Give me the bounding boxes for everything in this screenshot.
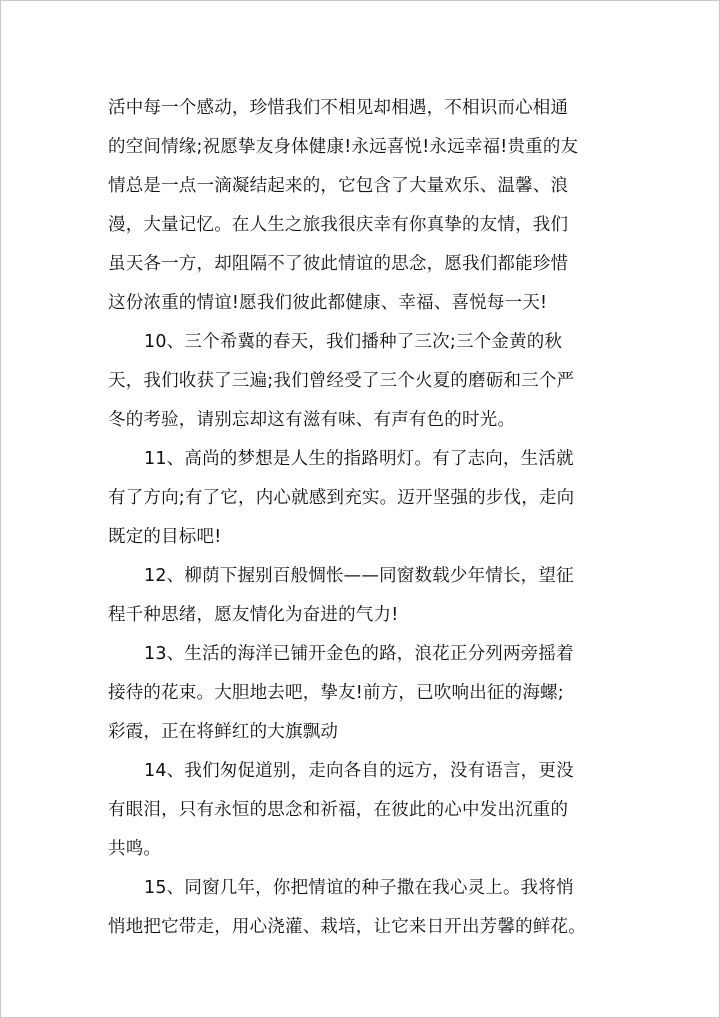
text-line: 天，我们收获了三遍;我们曾经受了三个火夏的磨砺和三个严 [108, 371, 575, 391]
text-line: 漫，大量记忆。在人生之旅我很庆幸有你真挚的友情，我们 [108, 215, 569, 235]
text-line: 接待的花束。大胆地去吧，挚友!前方，已吹响出征的海螺; [108, 683, 564, 703]
text-line: 悄地把它带走，用心浇灌、栽培，让它来日开出芳馨的鲜花。 [108, 917, 586, 937]
paragraph-12-line: 12、柳荫下握别百般惆怅——同窗数载少年情长，望征 [144, 566, 574, 586]
text-line: 情总是一点一滴凝结起来的，它包含了大量欢乐、温馨、浪 [108, 176, 569, 196]
paragraph-13-line: 13、生活的海洋已铺开金色的路，浪花正分列两旁摇着 [144, 644, 574, 664]
document-body [108, 89, 614, 947]
paragraph-11-line: 11、高尚的梦想是人生的指路明灯。有了志向，生活就 [144, 449, 574, 469]
paragraph-10-line: 10、三个希冀的春天，我们播种了三次;三个金黄的秋 [144, 332, 563, 352]
text-line: 共鸣。 [108, 839, 162, 859]
text-line: 彩霞，正在将鲜红的大旗飘动 [108, 722, 339, 742]
paragraph-15-line: 15、同窗几年，你把情谊的种子撒在我心灵上。我将悄 [144, 878, 574, 898]
text-line: 活中每一个感动，珍惜我们不相见却相遇，不相识而心相通 [108, 98, 569, 118]
text-line: 有了方向;有了它，内心就感到充实。迈开坚强的步伐，走向 [108, 488, 575, 508]
text-line: 程千种思绪，愿友情化为奋进的气力! [108, 605, 399, 625]
text-line: 有眼泪，只有永恒的思念和祈福，在彼此的心中发出沉重的 [108, 800, 569, 820]
text-line: 既定的目标吧! [108, 527, 222, 547]
text-line: 虽天各一方，却阻隔不了彼此情谊的思念，愿我们都能珍惜 [108, 254, 569, 274]
text-line: 的空间情缘;祝愿挚友身体健康!永远喜悦!永远幸福!贵重的友 [108, 137, 579, 157]
text-line: 这份浓重的情谊!愿我们彼此都健康、幸福、喜悦每一天! [108, 293, 548, 313]
text-line: 冬的考验，请别忘却这有滋有味、有声有色的时光。 [108, 410, 516, 430]
paragraph-14-line: 14、我们匆促道别，走向各自的远方，没有语言，更没 [144, 761, 574, 781]
